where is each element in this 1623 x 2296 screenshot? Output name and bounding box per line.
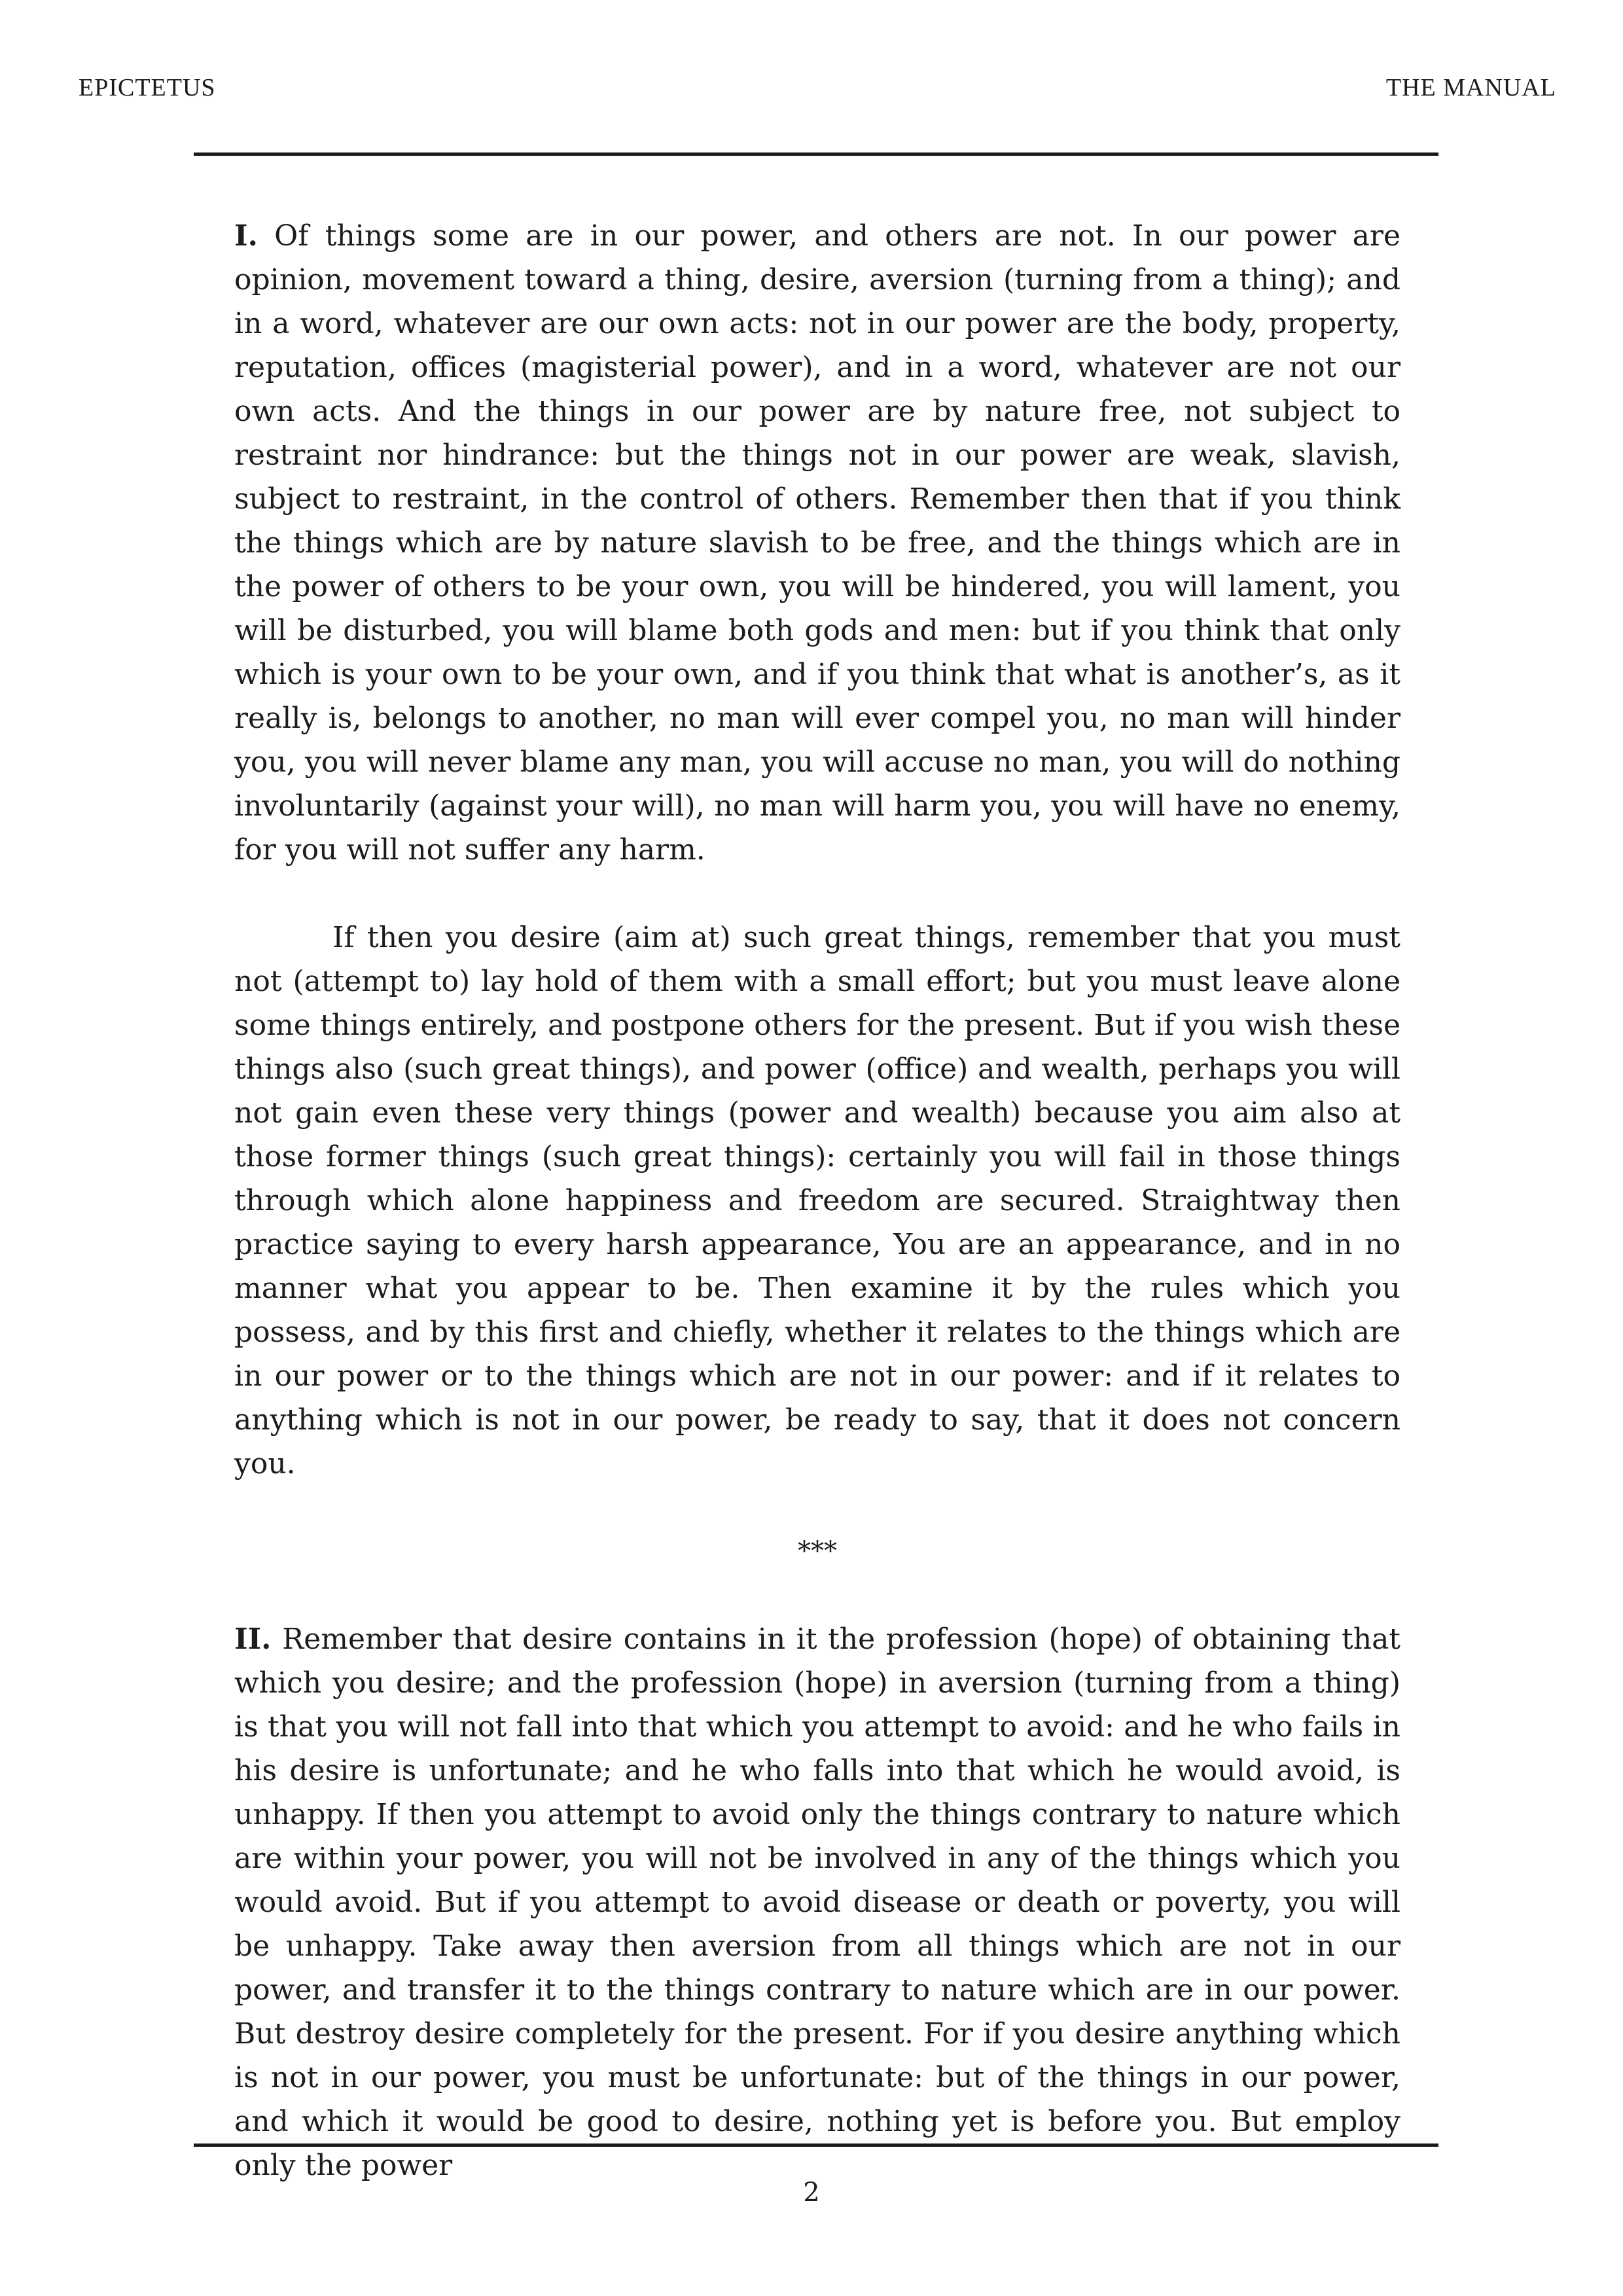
section-separator: *** xyxy=(798,1536,837,1566)
paragraph-gap xyxy=(234,872,1400,916)
section-2-number: II. xyxy=(234,1623,272,1656)
page-number: 2 xyxy=(803,2178,820,2208)
running-head-title: THE MANUAL xyxy=(1385,74,1556,101)
running-head-author: EPICTETUS xyxy=(79,74,216,101)
section-2-paragraph-1 xyxy=(234,1617,1400,2187)
footer-rule xyxy=(194,2144,1438,2147)
header-rule xyxy=(194,152,1438,156)
section-1-text-1: Of things some are in our power, and others are not. In our power are opinion, movement toward a thing, desire, aversion (turning from a thing); and in a word, whatever are our own acts: not in our power are the body, property, reputation, offices (magisterial power), and in a word, whatever are not our own acts. And the things in our power are by nature free, not subject to restraint nor hindrance: but the things not in our power are weak, slavish, subject to restraint, in the control of others. Remember then that if you think the things which are by nature slavish to be free, and the things which are in the power of others to be your own, you will be hindered, you will lament, you will be disturbed, you will blame both gods and men: but if you think that only which is your own to be your own, and if you think that what is another’s, as it really is, belongs to another, no man will ever compel you, no man will hinder you, you will never blame any man, you will accuse no man, you will do nothing involuntarily (against your will), no man will harm you, you will have no enemy, for you will not suffer any harm. xyxy=(234,219,1400,867)
section-1-paragraph-1 xyxy=(234,214,1400,872)
page-body xyxy=(234,214,1400,2187)
section-1-paragraph-2: If then you desire (aim at) such great things, remember that you must not (attempt to) lay hold of them with a small effort; but you must leave alone some things entirely, and postpone others for the present. But if you wish these things also (such great things), and power (office) and wealth, perhaps you will not gain even these very things (power and wealth) because you aim also at those former things (such great things): certainly you will fail in those things through which alone happiness and freedom are secured. Straightway then practice saying to every harsh appearance, You are an appearance, and in no manner what you appear to be. Then examine it by the rules which you possess, and by this first and chiefly, whether it relates to the things which are in our power or to the things which are not in our power: and if it relates to anything which is not in our power, be ready to say, that it does not concern you. xyxy=(234,921,1400,1480)
section-2-text-1: Remember that desire contains in it the profession (hope) of obtaining that which you desire; and the profession (hope) in aversion (turning from a thing) is that you will not fall into that which you attempt to avoid: and he who fails in his desire is unfortunate; and he who falls into that which he would avoid, is unhappy. If then you attempt to avoid only the things contrary to nature which are within your power, you will not be involved in any of the things which you would avoid. But if you attempt to avoid disease or death or poverty, you will be unhappy. Take away then aversion from all things which are not in our power, and transfer it to the things contrary to nature which are in our power. But destroy desire completely for the present. For if you desire anything which is not in our power, you must be unfortunate: but of the things in our power, and which it would be good to desire, nothing yet is before you. But employ only the power xyxy=(234,1623,1400,2182)
paragraph-gap xyxy=(234,1486,1400,1530)
section-1-number: I. xyxy=(234,219,258,253)
paragraph-gap xyxy=(234,1573,1400,1617)
